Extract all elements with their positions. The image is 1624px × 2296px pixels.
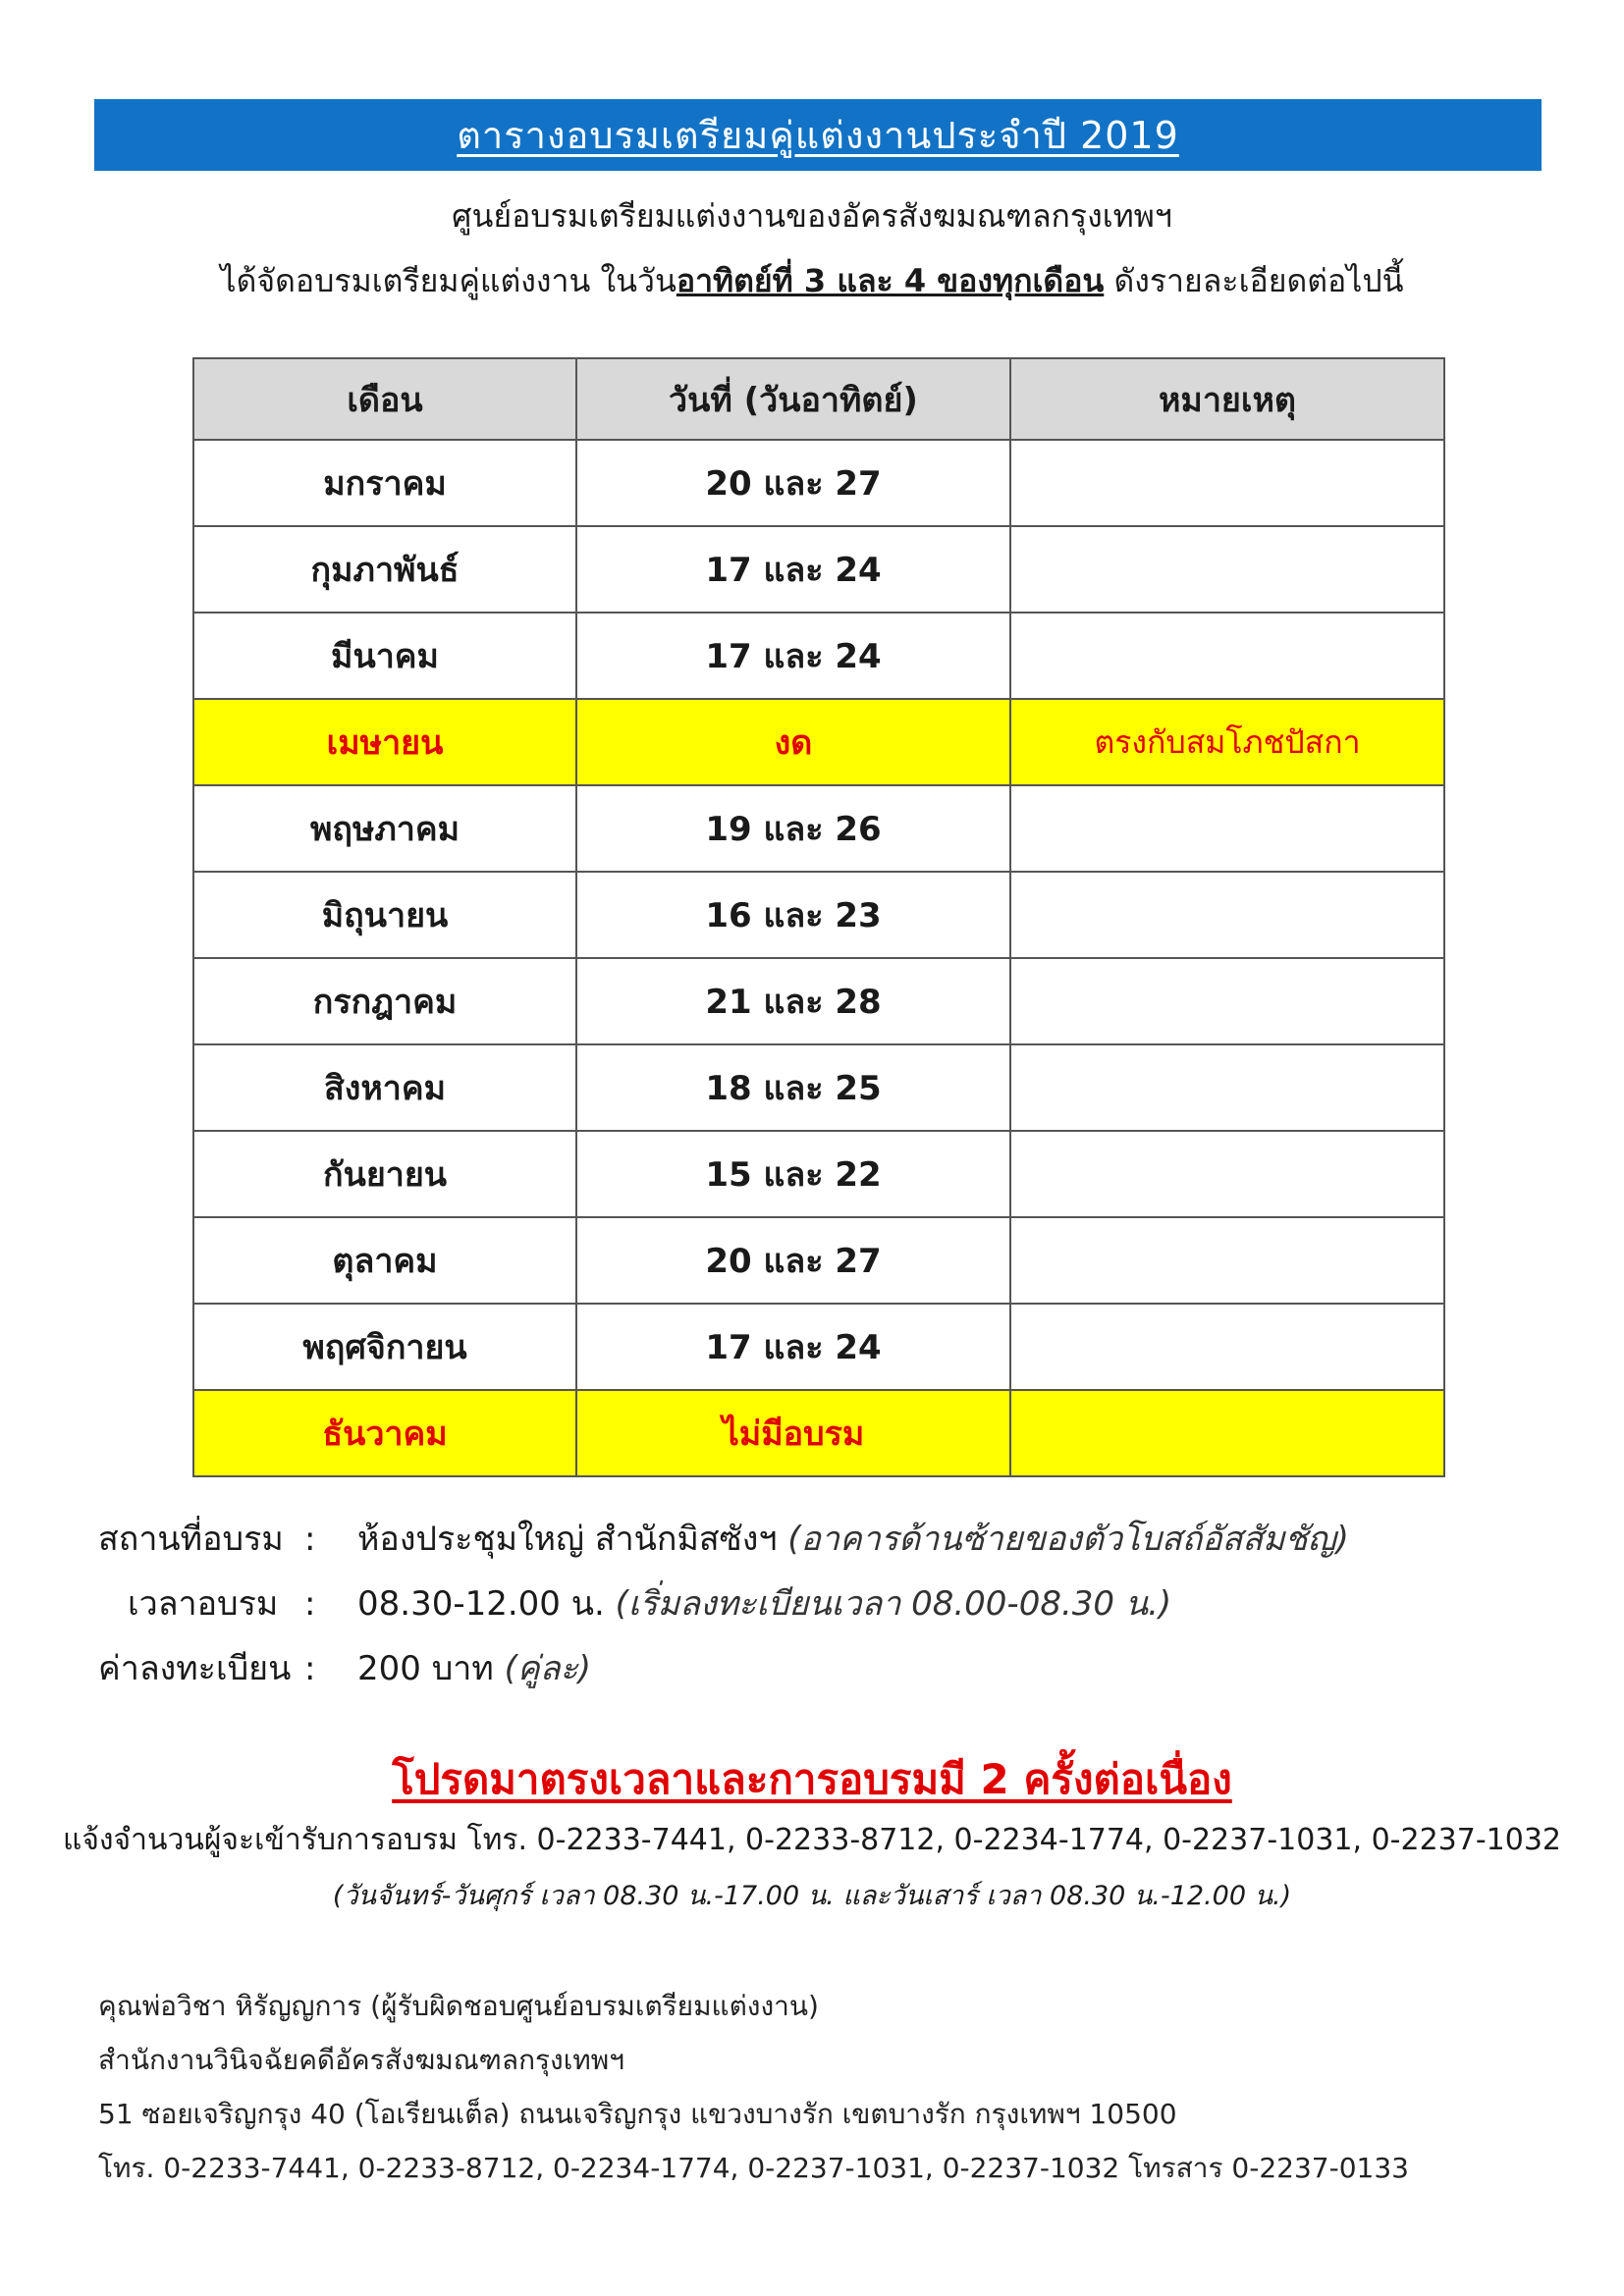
table-row [193,958,1444,1044]
dates-cell: ไม่มีอบรม [576,1390,1010,1476]
venue-label: สถานที่อบรม [98,1520,284,1559]
note-cell [1010,613,1444,699]
table-row [193,1044,1444,1131]
table-row [193,1217,1444,1304]
venue-line [98,1518,1349,1561]
note-cell [1010,1044,1444,1131]
month-cell: มกราคม [193,440,576,526]
dates-cell: 17 และ 24 [576,526,1010,613]
page-title: ตารางอบรมเตรียมคู่แต่งงานประจำปี 2019 [457,114,1179,157]
note-cell [1010,958,1444,1044]
intro-line-2-bold: อาทิตย์ที่ 3 และ 4 ของทุกเดือน [676,262,1105,299]
intro-line-2-suffix: ดังรายละเอียดต่อไปนี้ [1104,262,1404,299]
note-cell [1010,1390,1444,1476]
header-dates: วันที่ (วันอาทิตย์) [576,358,1010,440]
month-cell: ธันวาคม [193,1390,576,1476]
dates-cell: 19 และ 26 [576,785,1010,872]
venue-colon: : [304,1520,316,1559]
title-bar [94,99,1542,171]
venue-note: (อาคารด้านซ้ายของตัวโบสถ์อัสสัมชัญ) [787,1520,1349,1559]
intro-line-1: ศูนย์อบรมเตรียมแต่งงานของอัครสังฆมณฑลกรุงเทพฯ [452,197,1172,235]
month-cell: กันยายน [193,1131,576,1217]
fee-note: (คู่ละ) [504,1649,591,1688]
dates-cell: 16 และ 23 [576,872,1010,958]
dates-cell: 15 และ 22 [576,1131,1010,1217]
venue-value: ห้องประชุมใหญ่ สำนักมิสซังฯ [357,1520,778,1559]
time-label: เวลาอบรม [128,1584,279,1624]
dates-cell: 21 และ 28 [576,958,1010,1044]
note-cell [1010,872,1444,958]
month-cell: ตุลาคม [193,1217,576,1304]
schedule-table [192,357,1445,1477]
dates-cell: 18 และ 25 [576,1044,1010,1131]
table-row [193,1304,1444,1390]
month-cell: พฤศจิกายน [193,1304,576,1390]
month-cell: สิงหาคม [193,1044,576,1131]
month-cell: กุมภาพันธ์ [193,526,576,613]
note-cell [1010,440,1444,526]
month-cell: เมษายน [193,699,576,785]
note-cell: ตรงกับสมโภชปัสกา [1010,699,1444,785]
fee-colon: : [304,1649,316,1688]
footer-address [98,1979,1409,2195]
footer-line-4: โทร. 0-2233-7441, 0-2233-8712, 0-2234-1774, 0-2237-1031, 0-2237-1032 โทรสาร 0-2237-0133 [98,2152,1409,2184]
footer-line-1: คุณพ่อวิชา หิรัญญการ (ผู้รับผิดชอบศูนย์อบรมเตรียมแต่งงาน) [98,1990,819,2022]
note-cell [1010,1217,1444,1304]
table-row-highlighted [193,699,1444,785]
table-row [193,785,1444,872]
dates-cell: 17 และ 24 [576,613,1010,699]
table-row [193,526,1444,613]
fee-line [98,1647,591,1690]
dates-cell: 17 และ 24 [576,1304,1010,1390]
footer-line-2: สำนักงานวินิจฉัยคดีอัครสังฆมณฑลกรุงเทพฯ [98,2044,624,2076]
note-cell [1010,785,1444,872]
footer-line-3: 51 ซอยเจริญกรุง 40 (โอเรียนเต็ล) ถนนเจริญกรุง แขวงบางรัก เขตบางรัก กรุงเทพฯ 10500 [98,2098,1177,2130]
table-row [193,440,1444,526]
month-cell: มีนาคม [193,613,576,699]
office-hours: (วันจันทร์-วันศุกร์ เวลา 08.30 น.-17.00 น. และวันเสาร์ เวลา 08.30 น.-12.00 น.) [332,1881,1292,1911]
header-note: หมายเหตุ [1010,358,1444,440]
month-cell: พฤษภาคม [193,785,576,872]
intro-line-2 [0,259,1624,302]
month-cell: มิถุนายน [193,872,576,958]
dates-cell: งด [576,699,1010,785]
fee-label: ค่าลงทะเบียน [98,1649,292,1688]
fee-value: 200 บาท [357,1649,494,1688]
table-header-row [193,358,1444,440]
table-row [193,872,1444,958]
time-note: (เริ่มลงทะเบียนเวลา 08.00-08.30 น.) [615,1584,1172,1624]
punctuality-notice: โปรดมาตรงเวลาและการอบรมมี 2 ครั้งต่อเนื่อง [392,1755,1232,1803]
note-cell [1010,1304,1444,1390]
contact-phones: แจ้งจำนวนผู้จะเข้ารับการอบรม โทร. 0-2233-7441, 0-2233-8712, 0-2234-1774, 0-2237-1031, 0-2237-1032 [62,1823,1561,1857]
table-row [193,613,1444,699]
dates-cell: 20 และ 27 [576,1217,1010,1304]
table-row [193,1131,1444,1217]
dates-cell: 20 และ 27 [576,440,1010,526]
month-cell: กรกฎาคม [193,958,576,1044]
table-row-highlighted [193,1390,1444,1476]
intro-line-2-prefix: ได้จัดอบรมเตรียมคู่แต่งงาน ในวัน [220,262,677,299]
time-value: 08.30-12.00 น. [357,1584,605,1624]
header-month: เดือน [193,358,576,440]
note-cell [1010,1131,1444,1217]
time-line [98,1582,1171,1626]
time-colon: : [304,1584,316,1624]
note-cell [1010,526,1444,613]
